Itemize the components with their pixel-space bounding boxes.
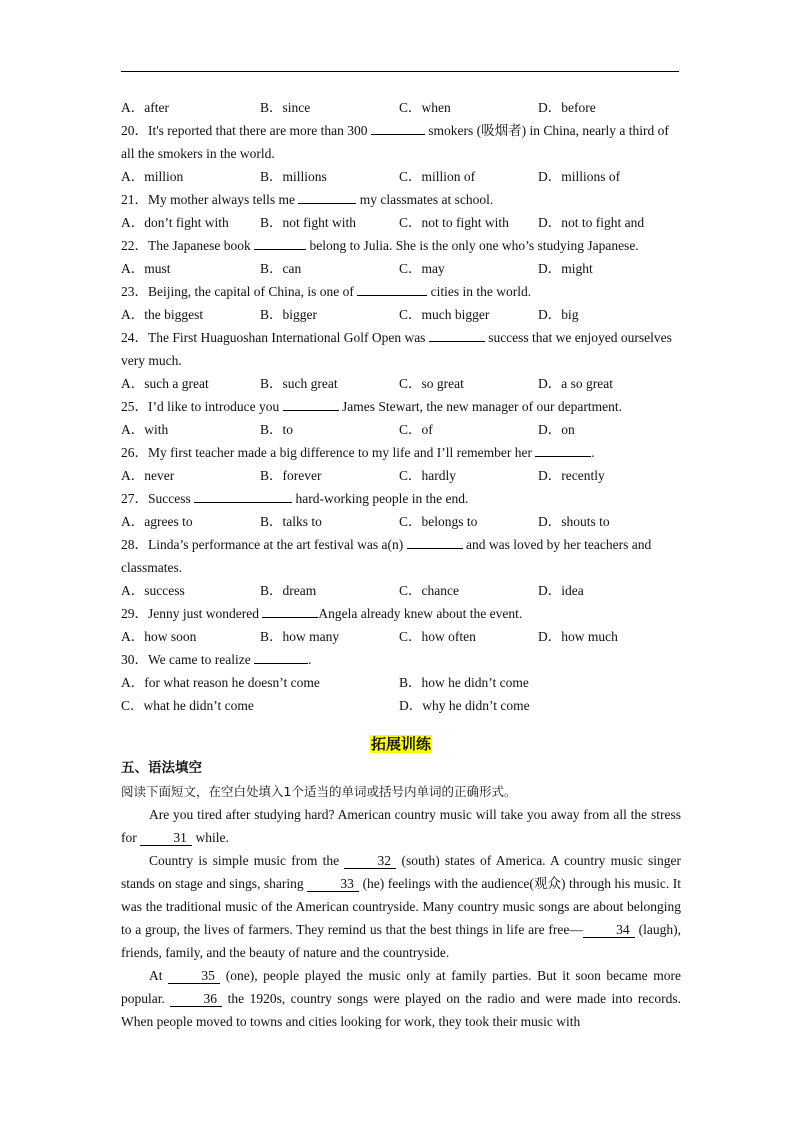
answer-blank[interactable] [283, 396, 339, 411]
option-c[interactable]: C．what he didn’t come [121, 698, 254, 713]
question-24: 24．The First Huaguoshan International Golf Open was success that we enjoyed ourselves very much. [121, 326, 681, 372]
option-c[interactable]: C．of [399, 422, 433, 437]
answer-blank[interactable] [407, 534, 463, 549]
q23-options [121, 303, 681, 326]
option-c[interactable]: C．chance [399, 583, 459, 598]
option-d[interactable]: D．big [538, 307, 579, 322]
answer-blank[interactable] [254, 649, 308, 664]
option-c[interactable]: C．hardly [399, 468, 456, 483]
option-b[interactable]: B．not fight with [260, 215, 357, 230]
option-d[interactable]: D．not to fight and [538, 215, 645, 230]
q30-options-row1 [121, 671, 681, 694]
option-c[interactable]: C．how often [399, 629, 476, 644]
option-b[interactable]: B．dream [260, 583, 317, 598]
section-banner [121, 731, 681, 757]
answer-blank[interactable] [429, 327, 485, 342]
q30-options-row2 [121, 694, 681, 717]
option-d[interactable]: D．idea [538, 583, 584, 598]
question-21: 21．My mother always tells me my classmates at school. [121, 188, 681, 211]
answer-blank[interactable] [254, 235, 306, 250]
answer-blank[interactable] [535, 442, 591, 457]
option-a[interactable]: A．don’t fight with [121, 215, 229, 230]
option-c[interactable]: C．belongs to [399, 514, 478, 529]
option-a[interactable]: A．million [121, 169, 184, 184]
q20-options [121, 165, 681, 188]
answer-blank[interactable] [371, 120, 425, 135]
content [121, 96, 681, 1033]
question-23: 23．Beijing, the capital of China, is one of cities in the world. [121, 280, 681, 303]
q29-options [121, 625, 681, 648]
question-29: 29．Jenny just wondered Angela already knew about the event. [121, 602, 681, 625]
option-b[interactable]: B．such great [260, 376, 338, 391]
option-a[interactable]: A．with [121, 422, 169, 437]
q19-options [121, 96, 681, 119]
option-a[interactable]: A．how soon [121, 629, 197, 644]
option-b[interactable]: B．talks to [260, 514, 322, 529]
passage-paragraph-2: Country is simple music from the 32 (south) states of America. A country music singer stands on stage and sings, sharing 33 (he) feelings with the audience(观众) through his music. It was the traditional music of the American countryside. Many country music songs are about belonging to a group, the lives of farmers. They remind us that the best things in life are free— 34 (laugh), friends, family, and the beauty of nature and the countryside. [121, 853, 682, 960]
option-a[interactable]: A．success [121, 583, 185, 598]
option-b[interactable]: B．since [260, 100, 311, 115]
passage-paragraph-3: At 35 (one), people played the music only at family parties. But it soon became more popular. 36 the 1920s, country songs were played on the radio and were made into records. When people moved to towns and cities looking for work, they took their music with [121, 968, 682, 1029]
question-30: 30．We came to realize . [121, 648, 681, 671]
answer-blank[interactable] [357, 281, 427, 296]
option-c[interactable]: C．may [399, 261, 445, 276]
option-a[interactable]: A．after [121, 100, 169, 115]
blank-35[interactable]: 35 [168, 968, 220, 984]
option-d[interactable]: D．recently [538, 468, 605, 483]
section-banner-text: 拓展训练 [370, 735, 431, 753]
q25-options [121, 418, 681, 441]
option-a[interactable]: A．never [121, 468, 175, 483]
section-heading: 五、语法填空 [121, 760, 202, 776]
option-b[interactable]: B．millions [260, 169, 327, 184]
question-27: 27．Success hard-working people in the end. [121, 487, 681, 510]
answer-blank[interactable] [262, 603, 318, 618]
option-a[interactable]: A．must [121, 261, 171, 276]
option-a[interactable]: A．for what reason he doesn’t come [121, 675, 320, 690]
option-d[interactable]: D．might [538, 261, 593, 276]
option-a[interactable]: A．the biggest [121, 307, 204, 322]
option-b[interactable]: B．forever [260, 468, 322, 483]
header-rule [121, 71, 679, 72]
q22-options [121, 257, 681, 280]
blank-33[interactable]: 33 [307, 876, 359, 892]
question-26: 26．My first teacher made a big difference to my life and I’ll remember her . [121, 441, 681, 464]
blank-31[interactable]: 31 [140, 830, 192, 846]
q24-options [121, 372, 681, 395]
blank-36[interactable]: 36 [170, 991, 222, 1007]
q28-options [121, 579, 681, 602]
option-d[interactable]: D．a so great [538, 376, 613, 391]
q27-options [121, 510, 681, 533]
option-c[interactable]: C．much bigger [399, 307, 490, 322]
option-b[interactable]: B．to [260, 422, 294, 437]
option-a[interactable]: A．such a great [121, 376, 209, 391]
option-b[interactable]: B．can [260, 261, 302, 276]
q26-options [121, 464, 681, 487]
passage-paragraph-1: Are you tired after studying hard? American country music will take you away from all the stress for 31 while. [121, 807, 681, 845]
option-c[interactable]: C．when [399, 100, 451, 115]
option-c[interactable]: C．million of [399, 169, 476, 184]
blank-34[interactable]: 34 [583, 922, 635, 938]
question-25: 25．I’d like to introduce you James Stewart, the new manager of our department. [121, 395, 681, 418]
question-22: 22．The Japanese book belong to Julia. She is the only one who’s studying Japanese. [121, 234, 681, 257]
option-d[interactable]: D．shouts to [538, 514, 610, 529]
option-b[interactable]: B．how many [260, 629, 340, 644]
option-b[interactable]: B．bigger [260, 307, 317, 322]
question-20: 20．It's reported that there are more than 300 smokers (吸烟者) in China, nearly a third of all the smokers in the world. [121, 119, 681, 165]
option-b[interactable]: B．how he didn’t come [399, 675, 529, 690]
option-d[interactable]: D．on [538, 422, 575, 437]
option-c[interactable]: C．so great [399, 376, 464, 391]
option-c[interactable]: C．not to fight with [399, 215, 509, 230]
section-instruction: 阅读下面短文，在空白处填入1个适当的单词或括号内单词的正确形式。 [121, 784, 517, 799]
blank-32[interactable]: 32 [344, 853, 396, 869]
option-d[interactable]: D．before [538, 100, 596, 115]
answer-blank[interactable] [194, 488, 292, 503]
question-28: 28．Linda’s performance at the art festival was a(n) and was loved by her teachers and classmates. [121, 533, 681, 579]
option-d[interactable]: D．millions of [538, 169, 621, 184]
q21-options [121, 211, 681, 234]
answer-blank[interactable] [298, 189, 356, 204]
option-d[interactable]: D．how much [538, 629, 618, 644]
option-a[interactable]: A．agrees to [121, 514, 193, 529]
option-d[interactable]: D．why he didn’t come [399, 698, 530, 713]
